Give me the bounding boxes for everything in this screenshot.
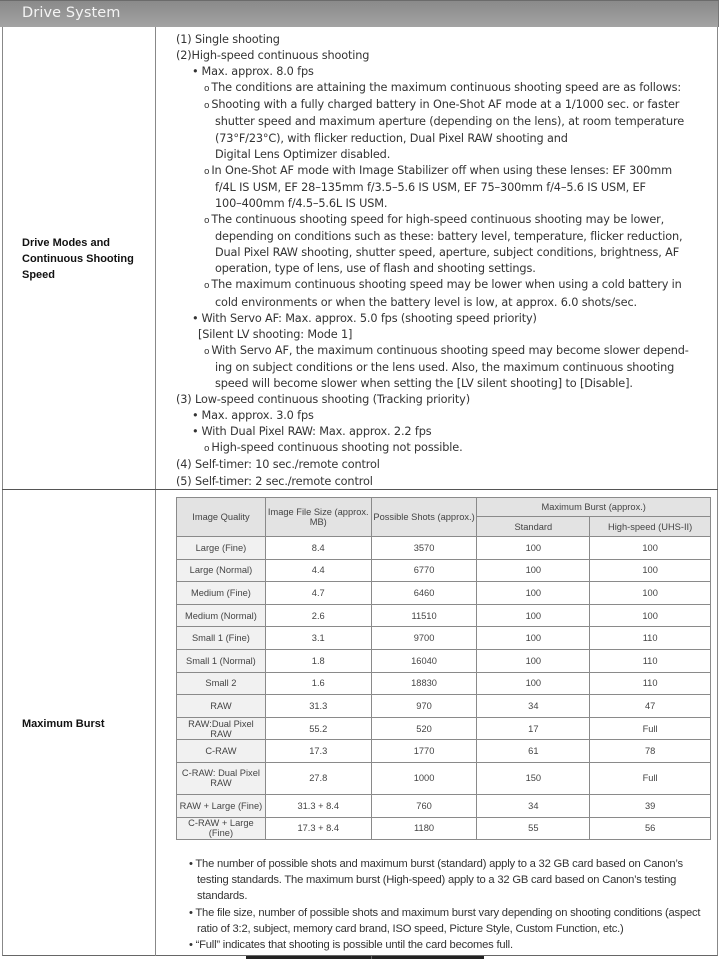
drive-line-text: 100–400mm f/4.5–5.6L IS USM.	[215, 196, 388, 210]
header-file-size: Image File Size (approx. MB)	[265, 498, 371, 537]
cell-possible-shots: 760	[371, 794, 477, 817]
note-item: • The number of possible shots and maximum burst (standard) apply to a 32 GB card based on Canon’s testing standards. The maximum burst (High-speed) apply to a 32 GB card based on Canon’s testing standards.	[189, 858, 683, 903]
drive-line-text: Max. approx. 8.0 fps	[201, 65, 314, 79]
drive-line	[176, 97, 716, 114]
drive-line	[176, 64, 716, 80]
table-row	[177, 604, 711, 627]
cell-burst-high-speed: Full	[590, 717, 711, 740]
bullet-icon: •	[192, 425, 199, 439]
cell-possible-shots: 16040	[371, 649, 477, 672]
cell-burst-high-speed: 78	[590, 740, 711, 763]
cell-image-quality: C-RAW: Dual Pixel RAW	[177, 762, 266, 794]
cell-file-size: 27.8	[265, 762, 371, 794]
drive-line-text: (4) Self-timer: 10 sec./remote control	[176, 458, 380, 472]
table-row	[177, 817, 711, 840]
cell-file-size: 17.3	[265, 740, 371, 763]
drive-line	[176, 261, 716, 277]
drive-line	[176, 32, 716, 48]
cell-burst-high-speed: 100	[590, 537, 711, 560]
cell-burst-high-speed: 100	[590, 582, 711, 605]
table-row	[177, 649, 711, 672]
drive-line-text: The conditions are attaining the maximum continuous shooting speed are as follows:	[211, 81, 681, 95]
bullet-icon: •	[192, 311, 199, 325]
circle-bullet-icon: o	[204, 346, 210, 357]
table-row	[177, 695, 711, 718]
cell-burst-high-speed: 100	[590, 604, 711, 627]
cell-burst-standard: 100	[477, 559, 590, 582]
cell-burst-high-speed: 100	[590, 559, 711, 582]
drive-line-text: The maximum continuous shooting speed may be lower when using a cold battery in	[211, 278, 682, 292]
table-row	[177, 794, 711, 817]
drive-line-text: With Servo AF, the maximum continuous shooting speed may become slower depend-	[211, 343, 689, 357]
cell-file-size: 31.3	[265, 695, 371, 718]
drive-line-text: ing on subject conditions or the lens used. Also, the maximum continuous shooting	[215, 360, 675, 374]
drive-line-text: The continuous shooting speed for high-speed continuous shooting may be lower,	[211, 213, 665, 227]
drive-line	[176, 212, 716, 229]
drive-line	[176, 457, 716, 473]
header-possible-shots: Possible Shots (approx.)	[371, 498, 477, 537]
cell-image-quality: Medium (Normal)	[177, 604, 266, 627]
note-item: • “Full” indicates that shooting is possible until the card becomes full.	[189, 939, 513, 952]
header-image-quality: Image Quality	[177, 498, 266, 537]
drive-line-text: cold environments or when the battery level is low, at approx. 6.0 shots/sec.	[215, 295, 637, 309]
table-row	[177, 537, 711, 560]
cell-image-quality: Medium (Fine)	[177, 582, 266, 605]
cell-file-size: 1.8	[265, 649, 371, 672]
drive-line	[176, 80, 716, 97]
drive-line-text: High-speed continuous shooting not possible.	[211, 441, 463, 455]
drive-line-text: shutter speed and maximum aperture (depending on the lens), at room temperature	[215, 115, 685, 129]
cell-image-quality: Small 2	[177, 672, 266, 695]
table-row	[177, 627, 711, 650]
cell-possible-shots: 18830	[371, 672, 477, 695]
drive-line	[176, 424, 716, 440]
header-maximum-burst: Maximum Burst (approx.)	[477, 498, 711, 517]
drive-line	[176, 114, 716, 130]
circle-bullet-icon: o	[204, 216, 210, 227]
maximum-burst-table	[176, 497, 711, 840]
table-row	[177, 582, 711, 605]
section-header	[0, 0, 719, 27]
cell-image-quality: RAW	[177, 695, 266, 718]
column-divider	[155, 27, 156, 956]
drive-line	[176, 131, 716, 147]
cell-image-quality: Large (Fine)	[177, 537, 266, 560]
drive-line	[176, 408, 716, 424]
drive-line-text: With Dual Pixel RAW: Max. approx. 2.2 fps	[201, 425, 432, 439]
row-label-maximum-burst: Maximum Burst	[22, 718, 105, 730]
cell-image-quality: C-RAW + Large (Fine)	[177, 817, 266, 840]
cell-possible-shots: 9700	[371, 627, 477, 650]
cell-file-size: 3.1	[265, 627, 371, 650]
row-label-drive-modes: Drive Modes and Continuous Shooting Speed	[22, 237, 134, 281]
drive-line	[176, 229, 716, 245]
cell-file-size: 4.7	[265, 582, 371, 605]
header-high-speed: High-speed (UHS-II)	[590, 517, 711, 537]
circle-bullet-icon: o	[204, 101, 210, 112]
drive-line	[176, 48, 716, 64]
cell-possible-shots: 6770	[371, 559, 477, 582]
cell-file-size: 4.4	[265, 559, 371, 582]
drive-line-text: With Servo AF: Max. approx. 5.0 fps (shooting speed priority)	[201, 311, 537, 325]
cell-image-quality: RAW:Dual Pixel RAW	[177, 717, 266, 740]
drive-line	[176, 311, 716, 327]
drive-line-text: operation, type of lens, use of flash and shooting settings.	[215, 262, 536, 276]
drive-line	[176, 474, 716, 490]
bullet-icon: •	[192, 409, 199, 423]
cell-possible-shots: 3570	[371, 537, 477, 560]
burst-notes	[189, 856, 709, 953]
drive-line-text: Shooting with a fully charged battery in One-Shot AF mode at a 1/1000 sec. or faster	[211, 98, 680, 112]
table-row	[177, 762, 711, 794]
drive-line	[176, 392, 716, 408]
cell-burst-standard: 55	[477, 817, 590, 840]
cell-burst-high-speed: 56	[590, 817, 711, 840]
note-item: • The file size, number of possible shots and maximum burst vary depending on shooting conditions (aspect ratio of 3:2, subject, memory card brand, ISO speed, Picture Style, Custom Function, etc.)	[189, 906, 701, 935]
cell-burst-standard: 34	[477, 794, 590, 817]
table-row	[177, 740, 711, 763]
drive-line	[176, 163, 716, 180]
cell-file-size: 17.3 + 8.4	[265, 817, 371, 840]
drive-line-text: f/4L IS USM, EF 28–135mm f/3.5–5.6 IS USM, EF 75–300mm f/4–5.6 IS USM, EF	[215, 180, 646, 194]
drive-line	[176, 147, 716, 163]
drive-line-text: (5) Self-timer: 2 sec./remote control	[176, 474, 373, 488]
cell-burst-high-speed: 39	[590, 794, 711, 817]
cell-file-size: 1.6	[265, 672, 371, 695]
cell-file-size: 2.6	[265, 604, 371, 627]
drive-line-text: depending on conditions such as these: battery level, temperature, flicker reduction,	[215, 230, 683, 244]
cell-burst-standard: 100	[477, 672, 590, 695]
drive-line-text: (1) Single shooting	[176, 33, 280, 46]
drive-line-text: Digital Lens Optimizer disabled.	[215, 147, 391, 161]
drive-line	[176, 376, 716, 392]
cell-possible-shots: 520	[371, 717, 477, 740]
drive-line-text: speed will become slower when setting the [LV silent shooting] to [Disable].	[215, 376, 633, 390]
cell-burst-standard: 100	[477, 604, 590, 627]
cell-burst-high-speed: Full	[590, 762, 711, 794]
drive-line	[176, 277, 716, 294]
cell-image-quality: Small 1 (Fine)	[177, 627, 266, 650]
cell-possible-shots: 1770	[371, 740, 477, 763]
cell-burst-high-speed: 110	[590, 627, 711, 650]
cell-file-size: 8.4	[265, 537, 371, 560]
drive-line-text: (3) Low-speed continuous shooting (Tracking priority)	[176, 393, 470, 407]
cell-burst-standard: 150	[477, 762, 590, 794]
cell-burst-standard: 34	[477, 695, 590, 718]
cell-file-size: 31.3 + 8.4	[265, 794, 371, 817]
drive-line	[176, 245, 716, 261]
cell-burst-standard: 61	[477, 740, 590, 763]
drive-modes-content	[176, 32, 716, 490]
cell-burst-standard: 100	[477, 649, 590, 672]
cell-image-quality: Small 1 (Normal)	[177, 649, 266, 672]
cell-file-size: 55.2	[265, 717, 371, 740]
cell-burst-standard: 100	[477, 627, 590, 650]
drive-line	[176, 180, 716, 196]
drive-line-text: Max. approx. 3.0 fps	[201, 409, 314, 423]
header-standard: Standard	[477, 517, 590, 537]
circle-bullet-icon: o	[204, 166, 210, 177]
cell-possible-shots: 6460	[371, 582, 477, 605]
cell-possible-shots: 1180	[371, 817, 477, 840]
cell-possible-shots: 11510	[371, 604, 477, 627]
drive-line	[176, 440, 716, 457]
drive-line-text: (2)High-speed continuous shooting	[176, 49, 370, 63]
cell-burst-standard: 100	[477, 582, 590, 605]
circle-bullet-icon: o	[204, 281, 210, 292]
cell-possible-shots: 1000	[371, 762, 477, 794]
cell-burst-standard: 100	[477, 537, 590, 560]
cell-image-quality: RAW + Large (Fine)	[177, 794, 266, 817]
drive-line	[176, 196, 716, 212]
table-row	[177, 717, 711, 740]
cell-image-quality: Large (Normal)	[177, 559, 266, 582]
circle-bullet-icon: o	[204, 84, 210, 95]
table-row	[177, 672, 711, 695]
cell-burst-high-speed: 110	[590, 649, 711, 672]
drive-line	[176, 360, 716, 376]
drive-line-text: (73°F/23°C), with flicker reduction, Dual Pixel RAW shooting and	[215, 131, 568, 145]
section-title: Drive System	[22, 5, 121, 21]
drive-line	[176, 327, 716, 343]
cell-burst-high-speed: 47	[590, 695, 711, 718]
drive-line	[176, 295, 716, 311]
cell-burst-high-speed: 110	[590, 672, 711, 695]
bullet-icon: •	[192, 65, 199, 79]
circle-bullet-icon: o	[204, 444, 210, 455]
cell-possible-shots: 970	[371, 695, 477, 718]
cell-image-quality: C-RAW	[177, 740, 266, 763]
drive-line-text: In One-Shot AF mode with Image Stabilizer off when using these lenses: EF 300mm	[211, 163, 672, 177]
drive-line	[176, 343, 716, 360]
cell-burst-standard: 17	[477, 717, 590, 740]
drive-line-text: [Silent LV shooting: Mode 1]	[198, 327, 353, 341]
table-row	[177, 559, 711, 582]
drive-line-text: Dual Pixel RAW shooting, shutter speed, aperture, subject conditions, brightness, AF	[215, 246, 680, 260]
